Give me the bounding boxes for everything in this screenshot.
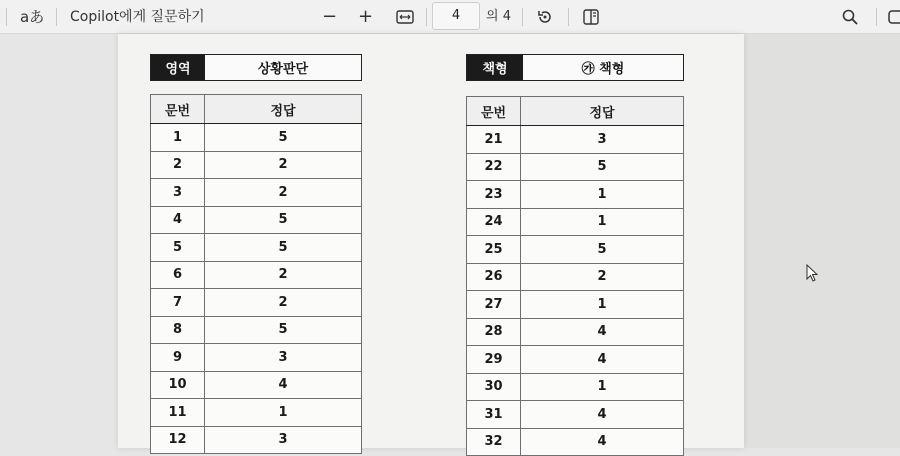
- answer-value: 5: [521, 236, 684, 264]
- table-row: [467, 401, 684, 429]
- column-header-answer: 정답: [205, 95, 362, 124]
- answer-value: 2: [205, 151, 362, 179]
- table-row: [151, 124, 362, 152]
- rotate-icon[interactable]: [536, 8, 554, 26]
- question-number: 32: [467, 428, 521, 456]
- zoom-in-button[interactable]: +: [358, 6, 374, 27]
- answer-value: 1: [521, 373, 684, 401]
- table-row: [151, 289, 362, 317]
- answer-value: 1: [205, 399, 362, 427]
- toolbar-separator: [6, 8, 7, 26]
- question-number: 26: [467, 263, 521, 291]
- question-number: 12: [151, 426, 205, 454]
- table-row: [151, 426, 362, 454]
- table-row: [151, 316, 362, 344]
- question-number: 1: [151, 124, 205, 152]
- fit-to-width-icon[interactable]: [396, 10, 414, 24]
- table-row: [151, 206, 362, 234]
- section-header: [150, 54, 362, 81]
- question-number: 29: [467, 346, 521, 374]
- answer-value: 4: [521, 346, 684, 374]
- table-row: [467, 373, 684, 401]
- answer-value: 4: [205, 371, 362, 399]
- answer-value: 4: [521, 401, 684, 429]
- question-number: 8: [151, 316, 205, 344]
- column-header-number: 문번: [467, 97, 521, 126]
- table-row: [151, 371, 362, 399]
- question-number: 6: [151, 261, 205, 289]
- table-row: [467, 153, 684, 181]
- table-row: [467, 318, 684, 346]
- pdf-page: [118, 34, 744, 448]
- question-number: 22: [467, 153, 521, 181]
- page-number-input[interactable]: 4: [432, 2, 480, 30]
- question-number: 30: [467, 373, 521, 401]
- toolbar-separator: [876, 8, 877, 26]
- section-value: 상황판단: [257, 62, 309, 77]
- table-row: [467, 346, 684, 374]
- table-row: [151, 234, 362, 262]
- question-number: 11: [151, 399, 205, 427]
- answer-value: 5: [205, 124, 362, 152]
- table-row: [467, 126, 684, 154]
- question-number: 21: [467, 126, 521, 154]
- read-aloud-icon[interactable]: aあ: [20, 8, 45, 26]
- question-number: 28: [467, 318, 521, 346]
- question-number: 3: [151, 179, 205, 207]
- table-row: [467, 263, 684, 291]
- table-row: [467, 236, 684, 264]
- overflow-icon[interactable]: [888, 9, 900, 25]
- booklet-header: [466, 54, 684, 81]
- booklet-key: 책형: [467, 55, 523, 80]
- table-row: [151, 399, 362, 427]
- answer-value: 1: [521, 181, 684, 209]
- table-row: [151, 344, 362, 372]
- answer-value: 2: [205, 261, 362, 289]
- answer-value: 5: [521, 153, 684, 181]
- answer-value: 3: [205, 344, 362, 372]
- zoom-out-button[interactable]: −: [322, 6, 338, 27]
- answer-value: 4: [521, 318, 684, 346]
- mouse-cursor-icon: [806, 264, 818, 286]
- table-row: [467, 208, 684, 236]
- search-icon[interactable]: [842, 9, 858, 25]
- page-total-label: 의 4: [486, 9, 511, 24]
- question-number: 31: [467, 401, 521, 429]
- table-row: [467, 181, 684, 209]
- answer-value: 3: [205, 426, 362, 454]
- copilot-ask-button[interactable]: Copilot에게 질문하기: [70, 9, 205, 25]
- table-row: [151, 261, 362, 289]
- answer-table-left: [150, 94, 362, 454]
- question-number: 9: [151, 344, 205, 372]
- table-row: [467, 291, 684, 319]
- question-number: 7: [151, 289, 205, 317]
- toolbar-separator: [56, 8, 57, 26]
- answer-value: 4: [521, 428, 684, 456]
- answer-table-right: [466, 96, 684, 456]
- viewer-background: [744, 34, 900, 448]
- answer-value: 5: [205, 234, 362, 262]
- question-number: 5: [151, 234, 205, 262]
- pdf-toolbar: [0, 0, 900, 34]
- question-number: 25: [467, 236, 521, 264]
- booklet-value: ㉮ 책형: [581, 62, 625, 77]
- toolbar-separator: [568, 8, 569, 26]
- table-row: [151, 151, 362, 179]
- table-row: [151, 179, 362, 207]
- question-number: 23: [467, 181, 521, 209]
- question-number: 10: [151, 371, 205, 399]
- question-number: 27: [467, 291, 521, 319]
- answer-value: 5: [205, 316, 362, 344]
- toolbar-separator: [426, 8, 427, 26]
- table-row: [467, 428, 684, 456]
- answer-value: 2: [205, 289, 362, 317]
- answer-value: 2: [521, 263, 684, 291]
- answer-value: 1: [521, 208, 684, 236]
- question-number: 2: [151, 151, 205, 179]
- column-header-number: 문번: [151, 95, 205, 124]
- question-number: 24: [467, 208, 521, 236]
- toolbar-separator: [522, 8, 523, 26]
- section-key: 영역: [151, 55, 205, 80]
- question-number: 4: [151, 206, 205, 234]
- answer-value: 3: [521, 126, 684, 154]
- answer-value: 2: [205, 179, 362, 207]
- answer-value: 1: [521, 291, 684, 319]
- page-view-icon[interactable]: [582, 8, 600, 26]
- column-header-answer: 정답: [521, 97, 684, 126]
- answer-value: 5: [205, 206, 362, 234]
